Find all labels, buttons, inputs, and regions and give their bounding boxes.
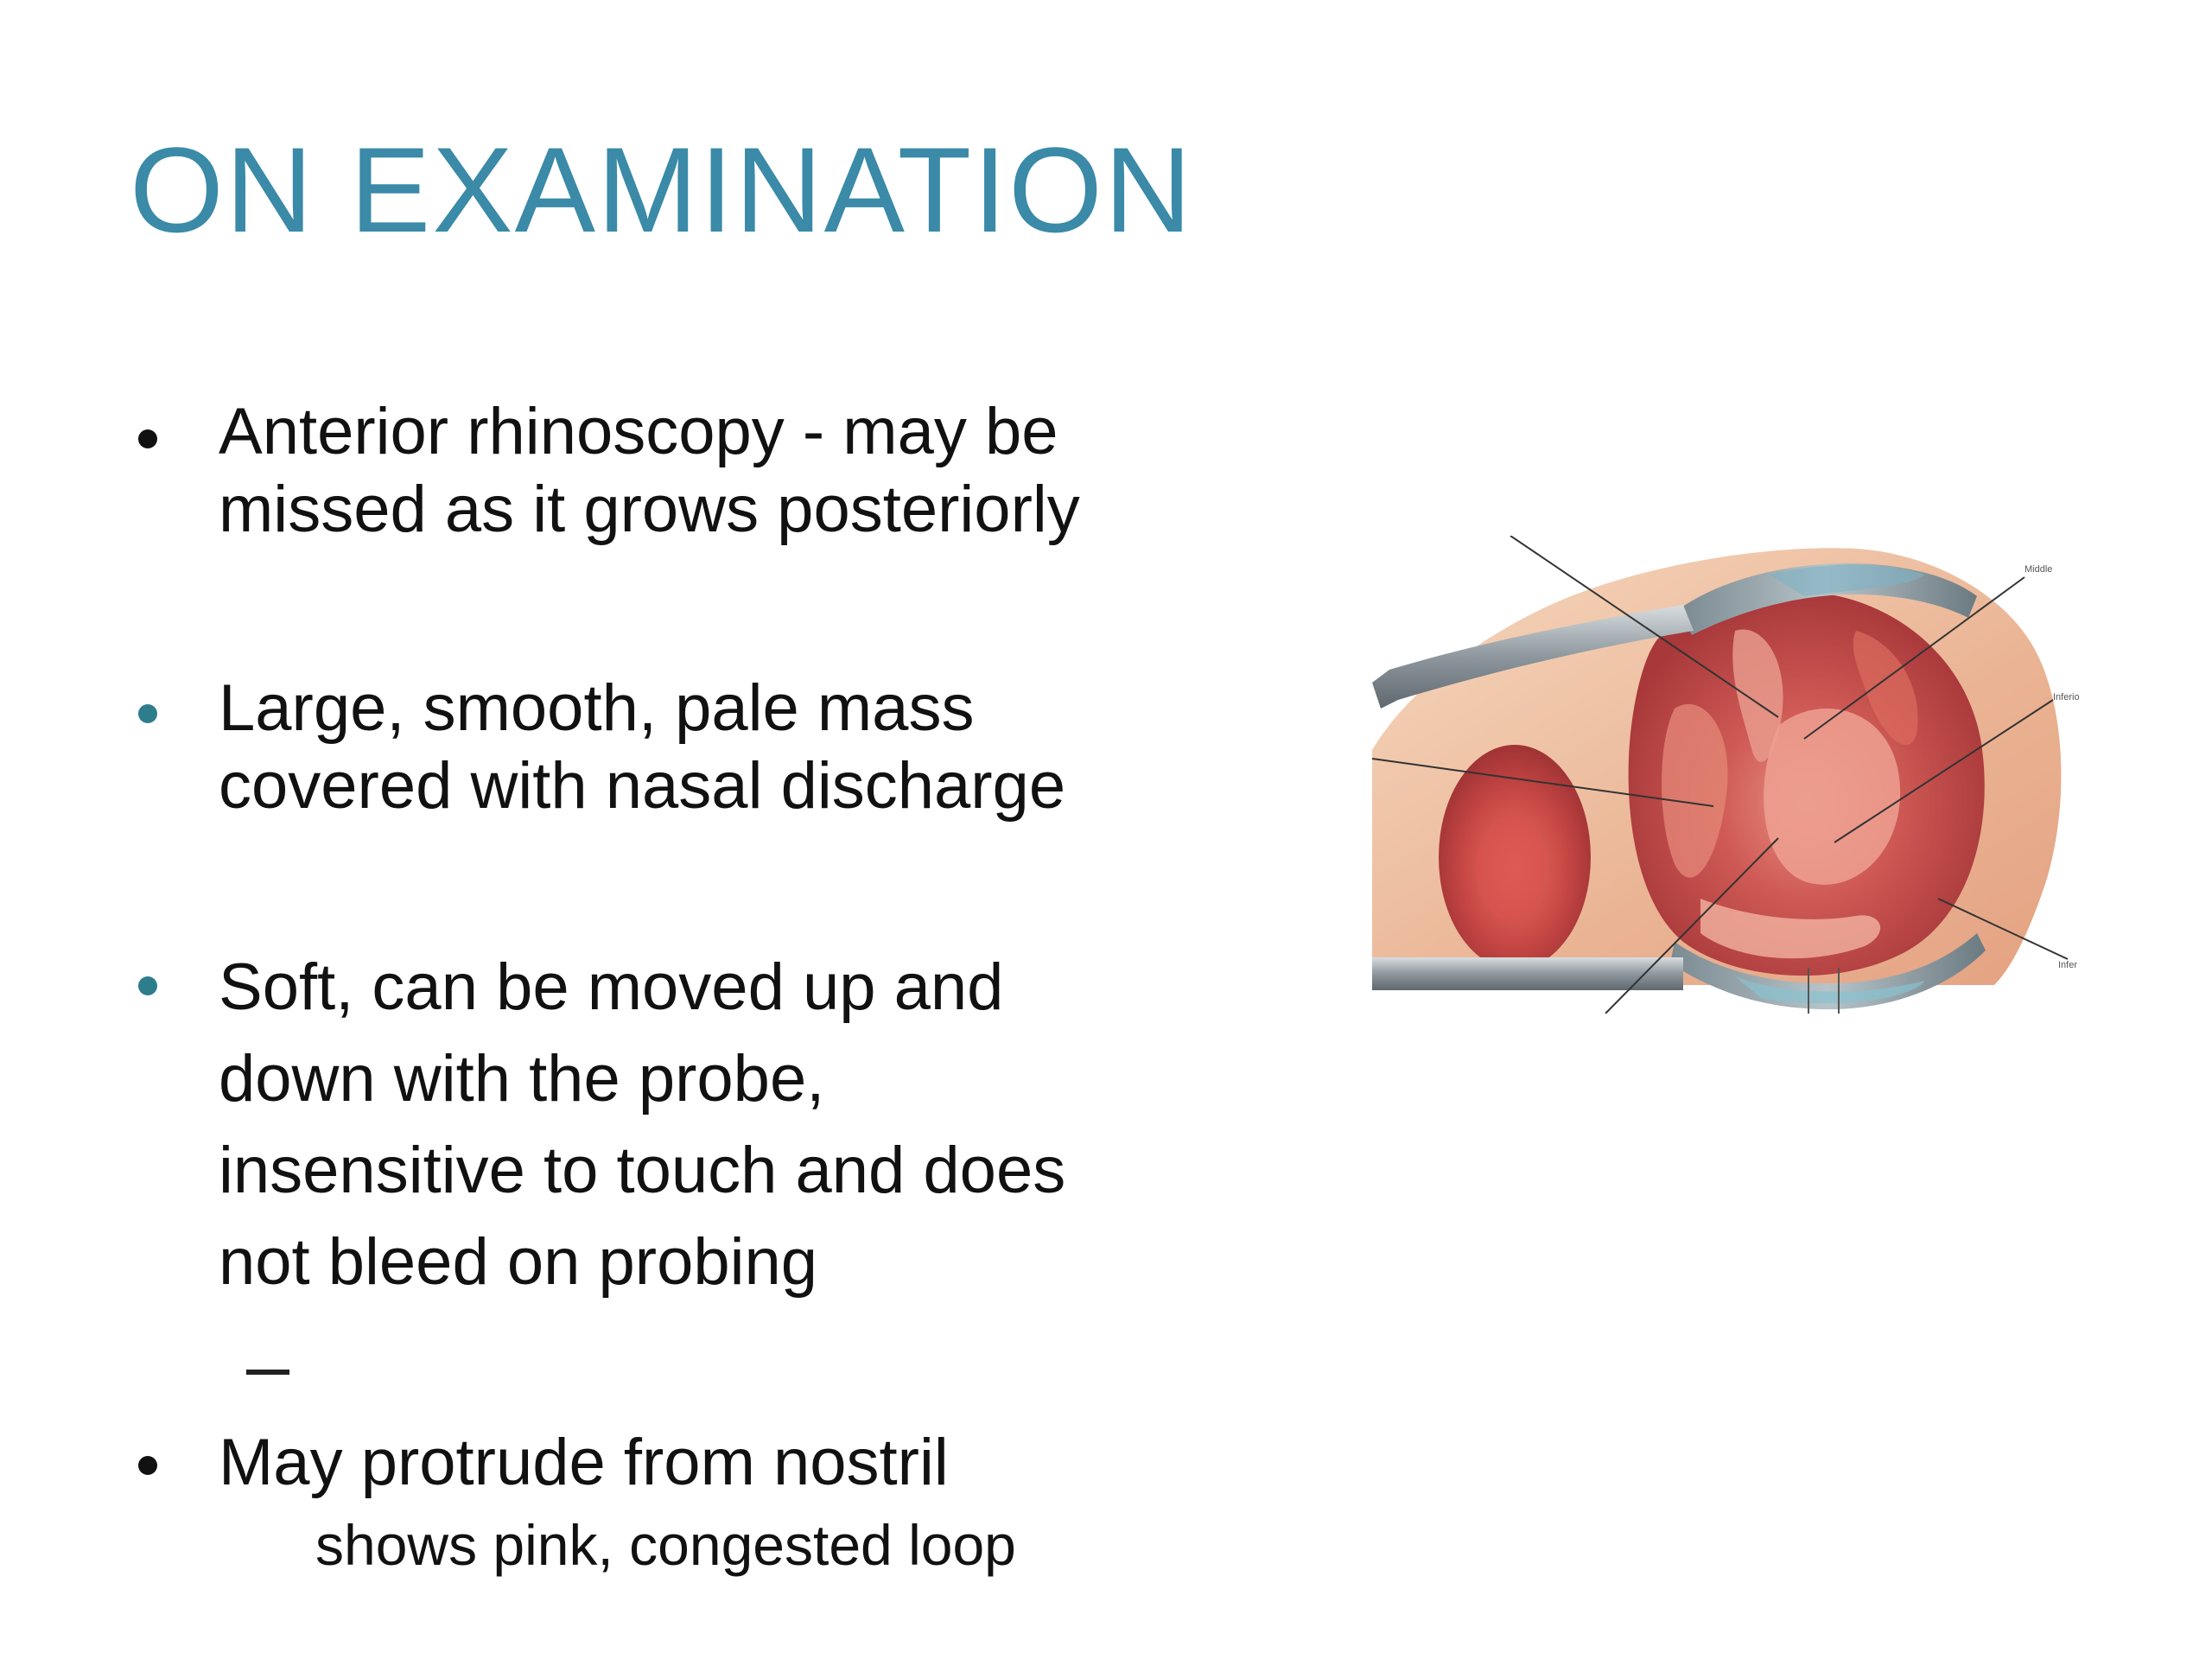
bullet-text-line: Large, smooth, pale mass [219, 671, 975, 745]
figure-label: Inferio [2053, 692, 2080, 702]
bullet-text-line: May protrude from nostril [219, 1426, 949, 1499]
bullet-dot [138, 429, 157, 448]
bullet-text-line: not bleed on probing [219, 1225, 818, 1299]
bullet-text-line: Soft, can be moved up and [219, 950, 1004, 1024]
bullet-text-line: Anterior rhinoscopy - may be [219, 395, 1058, 468]
nasal-speculum-rhinoscopy-illustration [1372, 536, 2088, 1014]
slide-title: ON EXAMINATION [130, 122, 1194, 257]
bullet-text-line: covered with nasal discharge [219, 749, 1066, 823]
sub-bullet-text: shows pink, congested loop [315, 1513, 1016, 1577]
speculum-handle-lower [1372, 957, 1683, 990]
bullet-text-line: missed as it grows posteriorly [219, 473, 1080, 546]
figure-label: Middle [2024, 564, 2053, 575]
bullet-dot [138, 976, 157, 995]
figure-label: Infer [2058, 960, 2078, 970]
bullet-text-line: down with the probe, [219, 1042, 825, 1116]
bullet-dot [138, 704, 157, 723]
dash-separator [246, 1370, 289, 1375]
bullet-dot [138, 1456, 157, 1475]
bullet-text-line: insensitive to touch and does [219, 1134, 1066, 1207]
